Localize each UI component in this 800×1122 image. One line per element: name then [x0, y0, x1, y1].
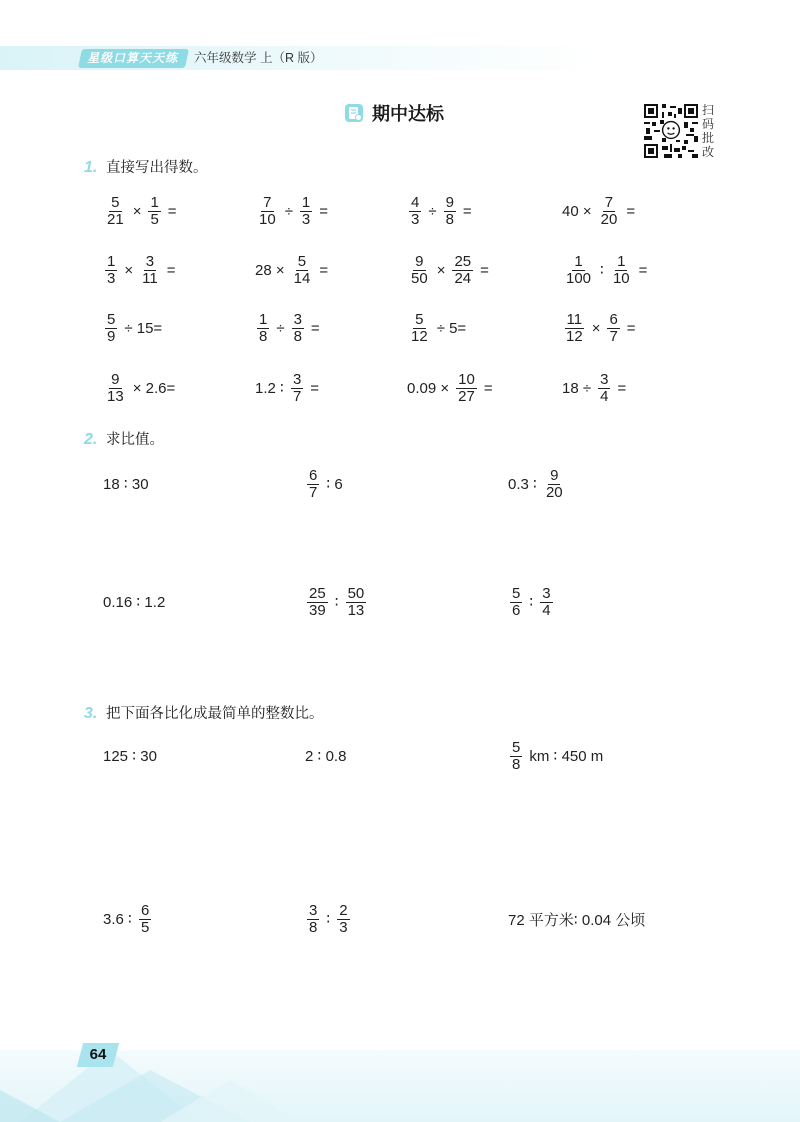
numerator: 6 — [140, 901, 150, 919]
expression-text: = — [462, 202, 472, 220]
denominator: 3 — [107, 269, 116, 287]
denominator: 13 — [107, 387, 124, 405]
fraction — [452, 254, 473, 287]
fraction — [564, 254, 593, 287]
numerator: 3 — [600, 370, 609, 388]
fraction — [346, 586, 367, 619]
numerator: 1 — [301, 193, 311, 211]
fraction — [599, 195, 620, 228]
fraction — [337, 903, 349, 936]
expression-text: = — [626, 319, 636, 337]
fraction — [105, 312, 117, 345]
fraction — [105, 254, 117, 287]
footer-decoration — [0, 1030, 800, 1122]
denominator: 12 — [566, 327, 583, 345]
section-2-title: 求比值。 — [106, 432, 164, 448]
denominator: 21 — [107, 210, 124, 228]
expression-text: ÷ 5= — [436, 319, 467, 337]
denominator: 20 — [600, 210, 618, 228]
q2-item — [103, 582, 165, 622]
q3-item — [103, 736, 157, 776]
qr-code-icon[interactable] — [644, 104, 698, 158]
expression-text: × — [132, 202, 142, 220]
q1-item — [103, 250, 175, 290]
fraction — [456, 372, 477, 405]
numerator: 4 — [411, 193, 420, 211]
fraction — [540, 586, 552, 619]
expression-text: ÷ — [428, 202, 437, 220]
numerator: 2 — [339, 901, 348, 919]
numerator: 1 — [150, 193, 159, 211]
numerator: 6 — [609, 310, 618, 328]
numerator: 1 — [617, 252, 626, 270]
fraction — [598, 372, 610, 405]
fraction — [257, 312, 269, 345]
q3-item — [305, 899, 352, 939]
fraction — [444, 195, 456, 228]
fraction — [409, 254, 430, 287]
book-subtitle: 六年级数学 上（R 版） — [194, 51, 323, 65]
q1-item — [255, 191, 328, 231]
denominator: 9 — [107, 327, 116, 345]
denominator: 8 — [309, 918, 318, 936]
series-brand-label: 星级口算天天练 — [78, 49, 189, 68]
denominator: 8 — [259, 327, 268, 345]
denominator: 3 — [301, 210, 311, 228]
denominator: 7 — [609, 327, 618, 345]
denominator: 6 — [512, 601, 521, 619]
q1-item — [407, 191, 472, 231]
q2-item — [305, 464, 343, 504]
expression-text: ÷ — [284, 202, 293, 220]
q3-item — [103, 899, 153, 939]
q2-item — [508, 582, 555, 622]
expression-text: 0.09 × — [407, 379, 450, 397]
fraction — [544, 468, 565, 501]
expression-text: = — [638, 261, 648, 279]
section-2-number: 2. — [84, 431, 98, 448]
fraction — [139, 903, 151, 936]
fraction — [292, 312, 304, 345]
expression-text: = — [483, 379, 493, 397]
denominator: 50 — [411, 269, 428, 287]
expression-text: = — [617, 379, 627, 397]
q1-item — [562, 191, 635, 231]
numerator: 3 — [292, 370, 302, 388]
fraction — [105, 372, 126, 405]
expression-text: = — [626, 202, 636, 220]
denominator: 4 — [600, 387, 609, 405]
denominator: 100 — [566, 269, 592, 287]
expression-text: ∶ — [334, 594, 339, 611]
q1-item — [562, 308, 636, 348]
numerator: 1 — [259, 310, 268, 328]
expression-text: 1.2 ∶ — [255, 380, 284, 397]
expression-text: × 2.6= — [132, 379, 176, 397]
expression-text: 0.16 ∶ 1.2 — [103, 594, 166, 611]
expression-text: = — [319, 202, 329, 220]
q1-item — [562, 368, 626, 408]
numerator: 3 — [309, 901, 318, 919]
q1-item — [103, 191, 177, 231]
q3-item — [305, 736, 346, 776]
denominator: 13 — [347, 601, 365, 619]
expression-text: 2 ∶ 0.8 — [305, 748, 347, 765]
numerator: 1 — [107, 252, 116, 270]
expression-text: 28 × — [255, 261, 285, 279]
expression-text: ∶ 6 — [326, 476, 343, 493]
section-3-title: 把下面各比化成最简单的整数比。 — [106, 706, 324, 722]
denominator: 10 — [612, 269, 630, 287]
numerator: 50 — [347, 584, 365, 602]
q1-item — [103, 368, 175, 408]
numerator: 9 — [550, 466, 559, 484]
numerator: 3 — [293, 310, 302, 328]
denominator: 8 — [512, 755, 521, 773]
denominator: 10 — [259, 210, 276, 228]
fraction — [300, 195, 312, 228]
fraction — [611, 254, 632, 287]
q2-item — [305, 582, 368, 622]
page-title: 期中达标 — [372, 104, 444, 124]
fraction — [307, 468, 319, 501]
worksheet-icon — [344, 103, 364, 123]
numerator: 3 — [542, 584, 551, 602]
denominator: 20 — [545, 483, 563, 501]
expression-text: × — [436, 261, 446, 279]
expression-text: 125 ∶ 30 — [103, 748, 157, 765]
expression-text: 18 ∶ 30 — [103, 476, 149, 493]
section-3-number: 3. — [84, 705, 98, 722]
fraction — [409, 312, 430, 345]
q3-item — [508, 899, 645, 939]
numerator: 7 — [604, 193, 614, 211]
numerator: 1 — [574, 252, 583, 270]
expression-text: = — [310, 319, 320, 337]
expression-text: × — [124, 261, 134, 279]
denominator: 39 — [309, 601, 326, 619]
expression-text: ∶ — [600, 262, 604, 279]
numerator: 9 — [445, 193, 454, 211]
q3-item — [508, 736, 603, 776]
numerator: 5 — [512, 584, 521, 602]
denominator: 5 — [140, 918, 150, 936]
numerator: 3 — [145, 252, 155, 270]
q1-item — [407, 368, 493, 408]
numerator: 9 — [111, 370, 120, 388]
numerator: 5 — [111, 193, 120, 211]
denominator: 11 — [142, 269, 158, 287]
expression-text: ÷ — [276, 319, 285, 337]
expression-text: ∶ — [326, 911, 331, 928]
denominator: 12 — [411, 327, 428, 345]
fraction — [510, 740, 522, 773]
q1-item — [407, 308, 466, 348]
expression-text: 72 平方米∶ 0.04 公顷 — [508, 911, 646, 929]
q1-item — [255, 368, 319, 408]
q1-item — [562, 250, 647, 290]
denominator: 24 — [454, 269, 472, 287]
denominator: 27 — [458, 387, 475, 405]
fraction — [510, 586, 522, 619]
expression-text: = — [319, 261, 329, 279]
denominator: 8 — [293, 327, 302, 345]
section-1-number: 1. — [84, 159, 98, 176]
numerator: 5 — [415, 310, 424, 328]
denominator: 8 — [445, 210, 454, 228]
fraction — [307, 903, 319, 936]
fraction — [607, 312, 619, 345]
q1-item — [255, 308, 320, 348]
page-number: 64 — [89, 1046, 107, 1063]
numerator: 6 — [309, 466, 318, 484]
expression-text: 3.6 ∶ — [103, 911, 132, 928]
expression-text: km ∶ 450 m — [529, 748, 604, 765]
fraction — [292, 254, 313, 287]
q2-item — [103, 464, 149, 504]
numerator: 5 — [512, 738, 521, 756]
q1-item — [407, 250, 489, 290]
numerator: 25 — [309, 584, 326, 602]
scan-to-grade-label: 扫 码 批 改 — [702, 103, 715, 159]
numerator: 7 — [263, 193, 272, 211]
numerator: 9 — [415, 252, 424, 270]
q2-item — [508, 464, 567, 504]
fraction — [257, 195, 278, 228]
numerator: 25 — [454, 252, 472, 270]
expression-text: ∶ — [529, 594, 534, 611]
denominator: 7 — [309, 483, 318, 501]
fraction — [291, 372, 303, 405]
fraction — [307, 586, 328, 619]
fraction — [140, 254, 160, 287]
numerator: 10 — [458, 370, 475, 388]
numerator: 5 — [107, 310, 116, 328]
expression-text: 40 × — [562, 202, 592, 220]
expression-text: = — [310, 379, 320, 397]
expression-text: × — [591, 319, 601, 337]
expression-text: ÷ 15= — [124, 319, 163, 337]
denominator: 4 — [542, 601, 551, 619]
fraction — [409, 195, 421, 228]
q1-item — [255, 250, 328, 290]
numerator: 5 — [297, 252, 307, 270]
denominator: 7 — [292, 387, 302, 405]
fraction — [564, 312, 585, 345]
fraction — [148, 195, 160, 228]
expression-text: 0.3 ∶ — [508, 476, 537, 493]
fraction — [105, 195, 126, 228]
expression-text: 18 ÷ — [562, 379, 592, 397]
denominator: 3 — [339, 918, 348, 936]
denominator: 3 — [411, 210, 420, 228]
expression-text: = — [167, 202, 177, 220]
section-1-title: 直接写出得数。 — [106, 160, 208, 176]
expression-text: = — [166, 261, 176, 279]
expression-text: = — [480, 261, 489, 279]
numerator: 11 — [566, 310, 583, 328]
denominator: 5 — [150, 210, 159, 228]
q1-item — [103, 308, 162, 348]
denominator: 14 — [293, 269, 311, 287]
